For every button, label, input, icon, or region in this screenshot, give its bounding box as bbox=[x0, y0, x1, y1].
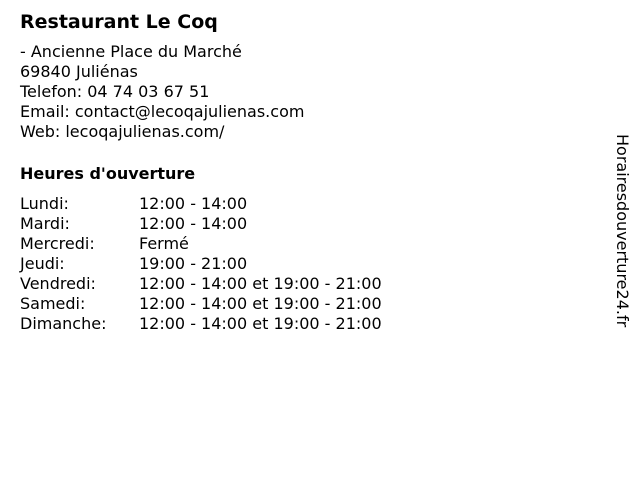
hours-row-sunday bbox=[20, 314, 382, 334]
day-hours: 12:00 - 14:00 et 19:00 - 21:00 bbox=[139, 294, 382, 313]
website-link[interactable]: Web: lecoqajulienas.com/ bbox=[20, 122, 225, 141]
day-hours: 12:00 - 14:00 bbox=[139, 194, 248, 213]
hours-row-saturday bbox=[20, 294, 382, 314]
hours-row-tuesday bbox=[20, 214, 382, 234]
day-hours: 19:00 - 21:00 bbox=[139, 254, 248, 273]
site-watermark: Horairesdouverture24.fr bbox=[613, 134, 632, 328]
day-label: Vendredi: bbox=[20, 274, 96, 293]
phone-number[interactable]: Telefon: 04 74 03 67 51 bbox=[20, 82, 210, 101]
day-hours: 12:00 - 14:00 bbox=[139, 214, 248, 233]
day-hours: 12:00 - 14:00 et 19:00 - 21:00 bbox=[139, 314, 382, 333]
day-label: Samedi: bbox=[20, 294, 86, 313]
hours-row-thursday bbox=[20, 254, 382, 274]
day-label: Dimanche: bbox=[20, 314, 107, 333]
opening-hours-title: Heures d'ouverture bbox=[20, 164, 196, 183]
day-label: Lundi: bbox=[20, 194, 69, 213]
opening-hours-table bbox=[20, 194, 382, 334]
day-label: Jeudi: bbox=[20, 254, 65, 273]
day-hours: 12:00 - 14:00 et 19:00 - 21:00 bbox=[139, 274, 382, 293]
day-label: Mercredi: bbox=[20, 234, 95, 253]
restaurant-info-card bbox=[20, 10, 600, 334]
hours-row-friday bbox=[20, 274, 382, 294]
address-street: - Ancienne Place du Marché bbox=[20, 42, 242, 61]
email-address[interactable]: Email: contact@lecoqajulienas.com bbox=[20, 102, 305, 121]
day-label: Mardi: bbox=[20, 214, 70, 233]
day-hours: Fermé bbox=[139, 234, 189, 253]
address-city: 69840 Juliénas bbox=[20, 62, 138, 81]
hours-row-wednesday bbox=[20, 234, 382, 254]
hours-row-monday bbox=[20, 194, 382, 214]
restaurant-name: Restaurant Le Coq bbox=[20, 11, 218, 33]
